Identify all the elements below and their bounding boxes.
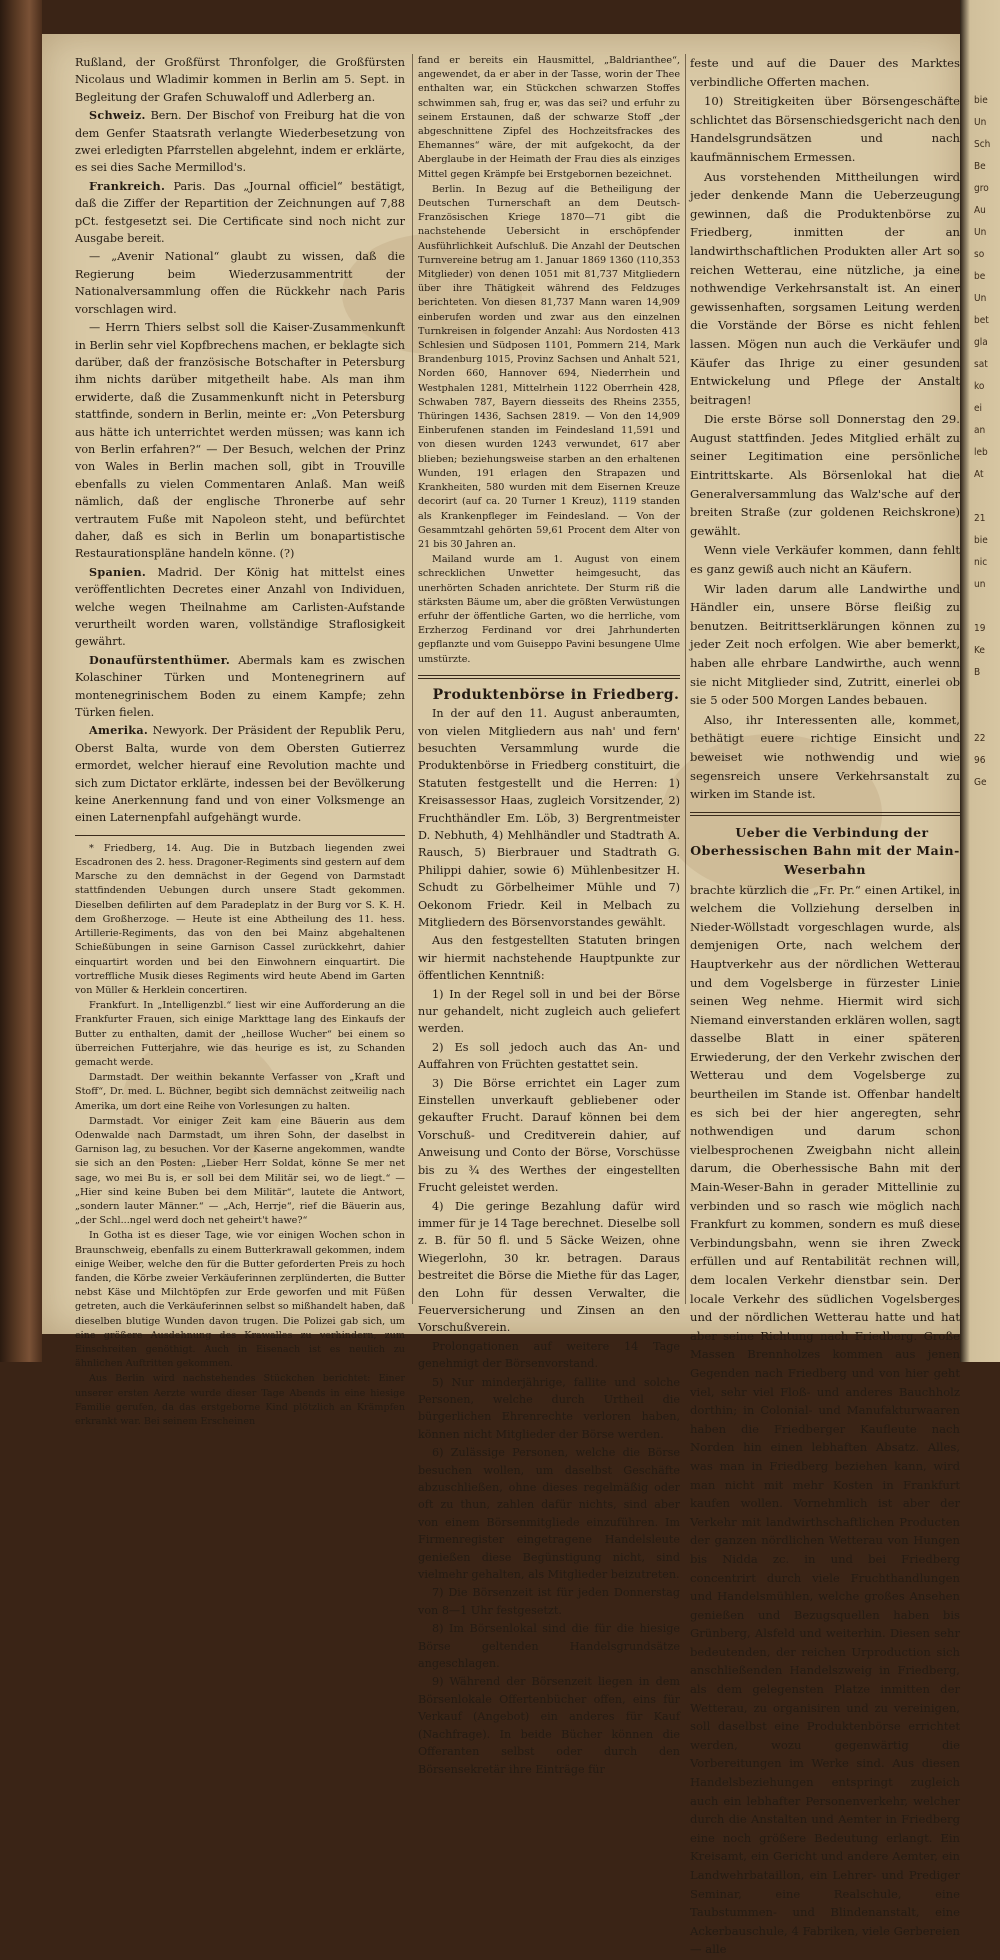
- local-berlin: Aus Berlin wird nachstehendes Stückchen berichtet: Einer unserer ersten Aerzte wurde dieser Tage Abends in eine hiesige Familie gerufen, da das erstgeborne Kind plötzlich an Krämpfen erkrankt war. Bei seinem Erscheinen: [75, 1373, 405, 1427]
- statute-9: 9) Während der Börsenzeit liegen in dem Börsenlokale Offertenbücher offen, eins für Verkauf (Angebot) ein anderes für Kauf (Nachfrage). In beide Bücher können die Offeranten selbst oder durch den Börsensekretär ihre Einträge für: [418, 1675, 680, 1776]
- boerse-intro: In der auf den 11. August anberaumten, von vielen Mitgliedern aus nah' und fern' besuchten Versammlung wurde die Produktenbörse in Friedberg constituirt, die Statuten festgestellt und die Herren: 1) Kreisassessor Haas, zugleich Vorsitzender, 2) Fruchthändler Em. Löb, 3) Bergrentmeister D. Nebhuth, 4) Mehlhändler und Stadtrath A. Rausch, 5) Bierbrauer und Stadtrath G. Philippi dahier, sowie 6) Mühlenbesitzer H. Schudt zu Görbelheimer Mühle und 7) Oekonom Friedr. Keil in Melbach zu Mitgliedern des Börsenvorstandes gewählt.: [418, 707, 680, 930]
- prolongation: Prolongationen auf weitere 14 Tage genehmigt der Börsenvorstand.: [418, 1339, 680, 1371]
- heading-spanien: Spanien.: [89, 564, 147, 579]
- book-binding: [0, 0, 42, 1362]
- berlin-continued: fand er bereits ein Hausmittel, „Baldrianthee“, angewendet, da er aber in der Tasse, worin der Thee enthalten war, ein Stückchen schwarzen Stoffes schwimmen sah, frug er, was das sei? und erfuhr zu seinem Erstaunen, daß der schwarze Stoff „der abgeschnittene Zipfel des Hochzeitsfrackes des Ehemannes“ wäre, der mit aufgekocht, da der Aberglaube in der Heimath der Frau dies als einziges Mittel gegen Krämpfe bei Erstgebornen bezeichnet.: [418, 55, 680, 180]
- column-right: [690, 54, 960, 1960]
- boerse-appeal: Also, ihr Interessenten alle, kommet, bethätigt euere richtige Einsicht und beweiset wie nothwendig und wie segensreich unsere Verkehrsanstalt zu wirken im Stande ist.: [690, 712, 960, 802]
- adjacent-page-edge: [960, 0, 1000, 1362]
- text-amerika: Newyork. Der Präsident der Republik Peru, Oberst Balta, wurde von dem Obersten Gutierrez ermordet, welcher hierauf eine Revolution machte und sich zum Dictator erklärte, indessen bei der Bevölkerung keine Anerkennung fand und von einer Volksmenge an einen Laternenpfahl aufgehängt wurde.: [75, 724, 405, 825]
- heading-amerika: Amerika.: [89, 723, 149, 738]
- column-divider-2: [685, 54, 686, 1304]
- separator-rule: [75, 835, 405, 836]
- column-middle: [418, 54, 680, 1779]
- article-amerika: [75, 722, 405, 826]
- boerse-first-date: Die erste Börse soll Donnerstag den 29. August stattfinden. Jedes Mitglied erhält zu seiner Legitimation eine persönliche Eintrittskarte. Als Börsenlokal hat die Generalversammlung das Walz'sche auf der breiten Straße (zur goldenen Reichskrone) gewählt.: [690, 412, 960, 538]
- text-donau: Abermals kam es zwischen Kolaschiner Türken und Montenegrinern auf montenegrinischem Boden zu einem Kampfe; zehn Türken fielen.: [75, 653, 406, 720]
- article-frankreich: [75, 178, 405, 248]
- heading-frankreich: Frankreich.: [89, 178, 166, 193]
- article-thiers: — Herrn Thiers selbst soll die Kaiser-Zusammenkunft in Berlin sehr viel Kopfbrechens machen, er beklagte sich darüber, daß der französische Botschafter in Petersburg ihm nichts darüber mitgetheilt habe. Als man ihm erwiderte, daß die Zusammenkunft nicht in Petersburg stattfinde, sondern in Berlin, meinte er: „Von Petersburg aus hätte ich unterrichtet werden müssen; was kann ich von Berlin erfahren?“ — Der Besuch, welchen der Prinz von Wales in Berlin machen soll, gibt in Trouville ebenfalls zu vielen Commentaren Anlaß. Man weiß nämlich, daß der englische Thronerbe auf sehr vertrautem Fuße mit Napoleon steht, und befürchtet daher, daß es sich in Berlin um bonapartistische Restaurationspläne handeln könne. (?): [75, 321, 405, 561]
- statute-5: 5) Nur minderjährige, fallite und solche Personen, welche durch Urtheil die bürgerlichen Ehrenrechte verloren haben, können nicht Mitglieder der Börse werden.: [418, 1375, 680, 1441]
- local-frankfurt: Frankfurt. In „Intelligenzbl.“ liest wir eine Aufforderung an die Frankfurter Frauen, sich einige Markttage lang des Einkaufs der Butter zu enthalten, damit der „heillose Wucher“ bei einem so überreichen Futterjahre, wie das heurige es ist, zu Schanden gemacht werde.: [75, 1000, 405, 1068]
- column-divider-1: [412, 54, 413, 1304]
- statute-7: 7) Die Börsenzeit ist für jeden Donnerstag von 8—1 Uhr festgesetzt.: [418, 1586, 680, 1617]
- section-separator: [418, 675, 680, 679]
- statute-3: 3) Die Börse errichtet ein Lager zum Einstellen unverkauft gebliebener oder gekaufter Frucht. Darauf können bei dem Vorschuß- und Creditverein dahier, auf Anweisung und Conto der Börse, Vorschüsse bis zu ¾ des Werthes der eingestellten Frucht geleistet werden.: [418, 1076, 680, 1195]
- article-spanien: [75, 564, 405, 651]
- section-title-bahn: Ueber die Verbindung der Oberhessischen Bahn mit der Main-Weserbahn: [690, 824, 960, 877]
- local-friedberg: * Friedberg, 14. Aug. Die in Butzbach liegenden zwei Escadronen des 2. hess. Dragoner-Regiments sind gestern auf dem Marsche zu den demnächst in der Gegend von Darmstadt stattfindenden Uebungen durch unsere Stadt gekommen. Dieselben defilirten auf dem Paradeplatz in der Burg vor S. K. H. dem Großherzoge. — Heute ist eine Abtheilung des 11. hess. Artillerie-Regiments, das von den bei Mainz abgehaltenen Schießübungen in seine Garnison Cassel zurückkehrt, dahier einquartirt worden und bei den Einwohnern einquartirt. Die vortreffliche Musik dieses Regiments wird heute Abend im Garten von Müller & Herklein concertiren.: [75, 842, 405, 996]
- statute-8: 8) Im Börsenlokal sind die für die hiesige Börse geltenden Handelsgrundsätze angeschlagen.: [418, 1622, 680, 1671]
- column-left: [75, 54, 405, 1430]
- statute-1: 1) In der Regel soll in und bei der Börse nur gehandelt, nicht zugleich auch geliefert werden.: [418, 987, 680, 1036]
- boerse-invitation: Wir laden darum alle Landwirthe und Händler ein, unsere Börse fleißig zu benutzen. Beitrittserklärungen können zu jeder Zeit noch erfolgen. Wie aber bemerkt, haben alle ehrbare Landwirthe, auch wenn sie nicht Mitglieder sind, Zutritt, einerlei ob sie 5 oder 500 Morgen Landes bebauen.: [690, 581, 960, 708]
- article-donau: [75, 652, 405, 722]
- section-title-produktenboerse: Produktenbörse in Friedberg.: [432, 686, 680, 703]
- statute-9-continued: feste und auf die Dauer des Marktes verbindliche Offerten machen.: [690, 56, 960, 89]
- mailand-unwetter: Mailand wurde am 1. August von einem schrecklichen Unwetter heimgesucht, das unerhörten Schaden anrichtete. Der Sturm riß die stärksten Bäume um, aber die größten Verwüstungen erfuhr der öffentliche Garten, wo die herrliche, vom Erzherzog Ferdinand vor drei Jahrhunderten gepflanzte und vom Guiseppo Pavini besungene Ulme umstürzte.: [418, 554, 680, 665]
- bahn-article: brachte kürzlich die „Fr. Pr.“ einen Artikel, in welchem die Vollziehung derselben in Nieder-Wöllstadt vorgeschlagen wurde, als demjenigen Orte, nach welchem der Hauptverkehr aus der nördlichen Wetterau und dem Vogelsberge in fürzester Linie seinen Weg nehme. Hiermit wird sich Niemand einverstanden erklären wollen, sagt dasselbe Blatt in einer späteren Erwiederung, der den Verkehr zwischen der Wetterau und dem Vogelsberge zu beurtheilen im Stande ist. Offenbar handelt es sich bei der hier angeregten, sehr nothwendigen und darum schon vielbesprochenen Zweigbahn nicht allein darum, die Oberhessische Bahn mit der Main-Weser-Bahn in gerader Mittellinie zu verbinden und so rasch wie möglich nach Frankfurt zu kommen, sondern es muß diese Verbindungsbahn, wenn sie ihren Zweck erfüllen und auf Rentabilität rechnen will, dem localen Verkehr dienstbar sein. Der locale Verkehr des südlichen Vogelsberges und der nördlichen Wetterau hatte und hat aber seine Richtung nach Friedberg. Große Massen Brennholzes kommen aus jenen Gegenden nach Friedberg und von hier geht viel, sehr viel Floß- und anderes Bauchholz dorthin; in Colonial- und Manufakturwaaren haben die Friedberger Kaufleute nach Norden hin einen lebhaften Absatz. Alles, was man in Friedberg beziehen kann, wird man nicht mit mehr Kosten in Frankfurt kaufen wollen. Vornehmlich ist aber der Verkehr mit landwirthschaftlichen Producten der ganzen nördlichen Wetterau von Hungen bis Nidda zc. in und bei Friedberg concentrirt durch viele Fruchthandlungen und Handelsmühlen, welche großes Ansehen genießen und Bezugsquellen haben bis Grünberg, Alsfeld und weiterhin. Diesen sehr bedeutenden, der reichen Urproduction sich anschließenden Handelszweig in Friedberg, als dem gelegensten Platze inmitten der Wetterau, zu organisiren und zu vereinigen, soll daselbst eine Produktenbörse errichtet werden, wozu gegenwärtig die Vorbereitungen im Werke sind. Aus diesen Handelsbeziehungen entspringt zugleich auch ein lebhafter Personenverkehr, welcher durch die Anstalten und Aemter in Friedberg eine noch größere Bedeutung erlangt. Ein Kreisamt, ein Gericht und andere Aemter, ein Landwehrbataillon, ein Lehrer- und Prediger Seminar, eine Realschule, eine Taubstummen- und Blindenanstalt, eine Ackerbauschule, 4 Fabriken, viele Gerbereien — alle: [690, 882, 960, 1957]
- statute-10: 10) Streitigkeiten über Börsengeschäfte schlichtet das Börsenschiedsgericht nach den Handelsgrundsätzen und nach kaufmännischem Ermessen.: [690, 94, 960, 164]
- local-darmstadt-1: Darmstadt. Der weithin bekannte Verfasser von „Kraft und Stoff“, Dr. med. L. Büchner, begibt sich demnächst zeitweilig nach Amerika, um dort eine Reihe von Vorlesungen zu halten.: [75, 1072, 405, 1112]
- local-gotha: In Gotha ist es dieser Tage, wie vor einigen Wochen schon in Braunschweig, ebenfalls zu einem Butterkrawall gekommen, indem einige Weiber, welche den für die Butter geforderten Preis zu hoch fanden, die Körbe zweier Verkäuferinnen zerplünderten, die Butter nebst Käse und Milchtöpfen zur Erde geworfen und mit Füßen getreten, auch die Verkäuferinnen selbst so mißhandelt haben, daß dieselben blutige Wunden davon trugen. Die Polizei gab sich, um eine größere Ausdehnung des Krawalles zu verhindern, zum Einschreiten genöthigt. Auch in Eisenach ist es neulich zu ähnlichen Auftritten gekommen.: [75, 1230, 405, 1370]
- boerse-conclusion: Aus vorstehenden Mittheilungen wird jeder denkende Mann die Ueberzeugung gewinnen, daß die Produktenbörse zu Friedberg, inmitten der an landwirthschaftlichen Produkten aller Art so reichen Wetterau, eine nützliche, ja eine nothwendige Verkehrsanstalt ist. An einer gewissenhaften, sorgsamen Leitung werden die Vorstände der Börse es nicht fehlen lassen. Mögen nun auch die Verkäufer und Käufer das Ihrige zu einer gesunden Entwickelung und Pflege der Anstalt beitragen!: [690, 169, 960, 407]
- berlin-turnerschaft: Berlin. In Bezug auf die Betheiligung der Deutschen Turnerschaft an dem Deutsch-Französischen Kriege 1870—71 gibt die nachstehende Uebersicht in erschöpfender Ausführlichkeit Aufschluß. Die Anzahl der Deutschen Turnvereine betrug am 1. Januar 1869 1360 (110,353 Mitglieder) von denen 1051 mit 81,737 Mitgliedern über ihre Thätigkeit während des Feldzuges berichteten. Von diesen 81,737 Mann waren 14,909 einberufen worden und zwar aus den einzelnen Turnkreisen in folgender Anzahl: Aus Nordosten 413 Schlesien und Südposen 1101, Pommern 214, Mark Brandenburg 1015, Provinz Sachsen und Anhalt 521, Norden 660, Hannover 694, Niederrhein und Westphalen 1281, Mittelrhein 1122 Oberrhein 428, Schwaben 787, Bayern diesseits des Rheins 2355, Thüringen 1436, Sachsen 2819. — Von den 14,909 Einberufenen standen im Feindesland 11,591 und von diesen wurden 1243 verwundet, 617 aber blieben; beziehungsweise starben an den erhaltenen Wunden, 191 erlagen den Strapazen und Krankheiten, 580 wurden mit dem Eisernen Kreuze decorirt (auf ca. 20 Turner 1 Kreuz), 1119 standen als Krankenpfleger im Feindesland. — Von der Gesammtzahl gehörten 59,61 Procent dem Alter von 21 bis 30 Jahren an.: [418, 183, 681, 550]
- boerse-sellers: Wenn viele Verkäufer kommen, dann fehlt es ganz gewiß auch nicht an Käufern.: [690, 543, 960, 577]
- boerse-statuten: Aus den festgestellten Statuten bringen wir hiermit nachstehende Hauptpunkte zur öffentlichen Kenntniß:: [418, 934, 680, 983]
- article-avenir: — „Avenir National“ glaubt zu wissen, daß die Regierung beim Wiederzusammentritt der Nationalversammlung offen die Rückkehr nach Paris vorschlagen wird.: [75, 250, 405, 316]
- article-schweiz: [75, 107, 405, 177]
- local-darmstadt-2: Darmstadt. Vor einiger Zeit kam eine Bäuerin aus dem Odenwalde nach Darmstadt, um ihren Sohn, der daselbst in Garnison lag, zu besuchen. Vor der Kaserne angekommen, wandte sie sich an den Posten: „Lieber Herr Soldat, könne Se mer net sage, wo mei Bu is, er soll bei dem Militär sei, wo de liegt.“ — „Hier sind keine Buben bei dem Militär“, lautete die Antwort, „sondern lauter Männer.“ — „Ach, Herrje“, rief die Bäuerin aus, „der Schl...ngel werd doch net geheirt't hawe?“: [75, 1115, 405, 1227]
- statute-2: 2) Es soll jedoch auch das An- und Auffahren von Früchten gestattet sein.: [418, 1040, 680, 1072]
- heading-schweiz: Schweiz.: [89, 108, 146, 123]
- text-spanien: Madrid. Der König hat mittelst eines veröffentlichten Decretes einer Anzahl von Individuen, welche wegen Theilnahme am Carlisten-Aufstande verurtheilt worden waren, vollständige Straflosigkeit gewährt.: [75, 565, 406, 649]
- adjacent-page-text: bie Un Sch Be gro Au Un so be Un bet gla sat ko ei an leb At 21 bie nic un 19 Ke B 22 96 Ge: [974, 95, 991, 788]
- text-frankreich: Paris. Das „Journal officiel“ bestätigt, daß die Ziffer der Repartition der Zeichnungen auf 7,88 pCt. festgesetzt sei. Die Certificate sind noch nicht zur Ausgabe bereit.: [75, 179, 405, 246]
- heading-donau: Donaufürstenthümer.: [89, 652, 231, 667]
- section-separator-2: [690, 812, 960, 816]
- article-russland: Rußland, der Großfürst Thronfolger, die Großfürsten Nicolaus und Wladimir kommen in Berlin am 5. Sept. in Begleitung der Grafen Schuwaloff und Adlerberg an.: [75, 56, 405, 104]
- text-schweiz: Bern. Der Bischof von Freiburg hat die von dem Genfer Staatsrath verlangte Wiederbesetzung von zwei erledigten Pfarrstellen abgelehnt, indem er erklärte, es sei dies Sache Mermillod's.: [75, 109, 405, 175]
- statute-4: 4) Die geringe Bezahlung dafür wird immer für je 14 Tage berechnet. Dieselbe soll z. B. für 50 fl. und 5 Säcke Weizen, ohne Wiegerlohn, 30 kr. betragen. Daraus bestreitet die Börse die Miethe für das Lager, den Lohn für dessen Verwalter, die Feuerversicherung und Zinsen an den Vorschußverein.: [418, 1199, 680, 1335]
- statute-6: 6) Zulässige Personen, welche die Börse besuchen wollen, um daselbst Geschäfte abzuschließen, ohne dieses regelmäßig oder oft zu thun, zahlen dafür nichts, sind aber von einem Börsenmitgliede einzuführen. Im Firmenregister eingetragene Handelsleute genießen diese Begünstigung nicht, sind vielmehr gehalten, als Mitglieder beizutreten.: [418, 1446, 680, 1582]
